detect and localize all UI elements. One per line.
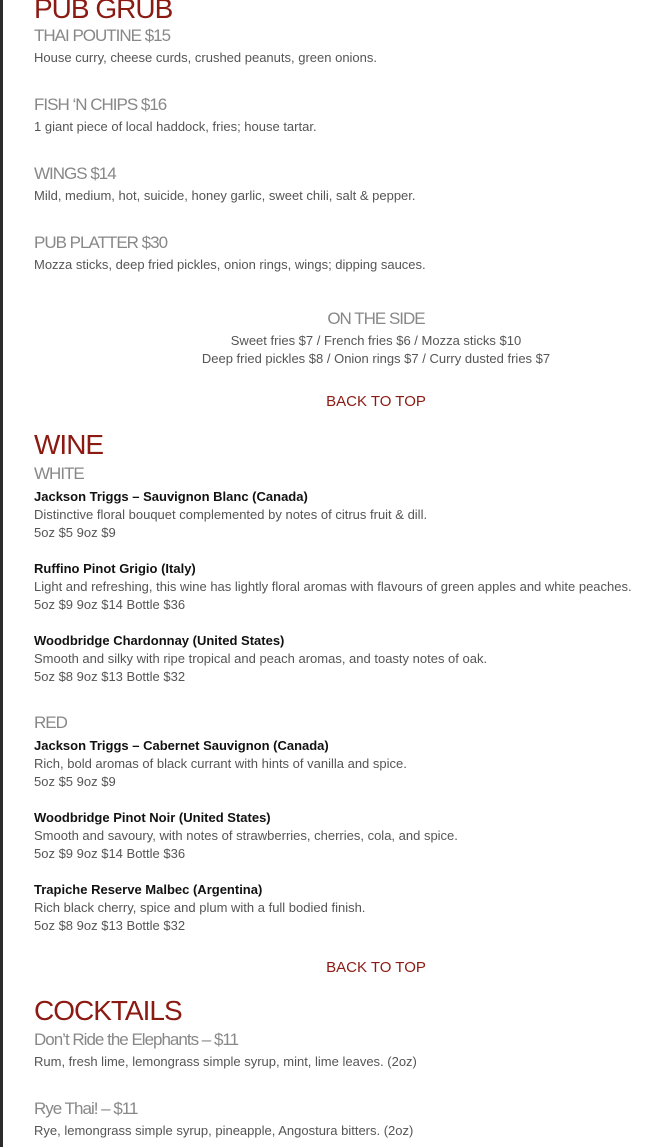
cocktail-title: Don’t Ride the Elephants – $11 [34, 1030, 239, 1049]
side-line: Deep fried pickles $8 / Onion rings $7 / Curry dusted fries $7 [201, 351, 551, 366]
wine-description: Smooth and silky with ripe tropical and peach aromas, and toasty notes of oak. [34, 651, 488, 666]
menu-content [34, 0, 664, 1140]
white-wine-heading: WHITE [34, 464, 84, 483]
item-title: THAI POUTINE $15 [34, 26, 171, 45]
wine-item [34, 737, 664, 791]
wine-name: Ruffino Pinot Grigio (Italy) [34, 561, 196, 576]
wine-heading: WINE [34, 429, 104, 460]
wine-description: Rich, bold aromas of black currant with hints of vanilla and spice. [34, 756, 407, 771]
item-description: 1 giant piece of local haddock, fries; house tartar. [34, 119, 317, 134]
item-description: House curry, cheese curds, crushed peanuts, green onions. [34, 50, 378, 65]
cocktail-item [34, 1030, 664, 1071]
back-to-top-link[interactable]: BACK TO TOP [326, 393, 426, 410]
menu-item [34, 26, 664, 67]
wine-description: Smooth and savoury, with notes of strawberries, cherries, cola, and spice. [34, 828, 458, 843]
wine-name: Jackson Triggs – Cabernet Sauvignon (Canada) [34, 738, 329, 753]
cocktail-title: Rye Thai! – $11 [34, 1099, 138, 1118]
side-line: Sweet fries $7 / French fries $6 / Mozza sticks $10 [230, 333, 522, 348]
wine-description: Light and refreshing, this wine has lightly floral aromas with flavours of green apples and white peaches. [34, 579, 632, 594]
wine-item [34, 809, 664, 863]
left-border [0, 0, 3, 1147]
wine-price: 5oz $9 9oz $14 Bottle $36 [34, 846, 186, 861]
pub-grub-heading: PUB GRUB [34, 0, 173, 24]
wine-price: 5oz $5 9oz $9 [34, 525, 116, 540]
wine-price: 5oz $8 9oz $13 Bottle $32 [34, 918, 186, 933]
on-the-side [34, 309, 670, 368]
cocktails-heading: COCKTAILS [34, 995, 182, 1026]
wine-name: Trapiche Reserve Malbec (Argentina) [34, 882, 263, 897]
wine-item [34, 632, 664, 686]
red-wine-heading: RED [34, 713, 67, 732]
item-description: Mild, medium, hot, suicide, honey garlic, sweet chili, salt & pepper. [34, 188, 416, 203]
cocktail-description: Rye, lemongrass simple syrup, pineapple, Angostura bitters. (2oz) [34, 1123, 414, 1138]
wine-name: Jackson Triggs – Sauvignon Blanc (Canada) [34, 489, 308, 504]
side-title: ON THE SIDE [327, 309, 425, 328]
wine-price: 5oz $9 9oz $14 Bottle $36 [34, 597, 186, 612]
wine-name: Woodbridge Chardonnay (United States) [34, 633, 285, 648]
wine-item [34, 560, 664, 614]
cocktail-description: Rum, fresh lime, lemongrass simple syrup, mint, lime leaves. (2oz) [34, 1054, 417, 1069]
back-to-top-row [34, 393, 670, 411]
wine-price: 5oz $8 9oz $13 Bottle $32 [34, 669, 186, 684]
wine-description: Rich black cherry, spice and plum with a full bodied finish. [34, 900, 366, 915]
back-to-top-row [34, 959, 670, 977]
cocktail-item [34, 1099, 664, 1140]
menu-item [34, 233, 664, 274]
wine-description: Distinctive floral bouquet complemented by notes of citrus fruit & dill. [34, 507, 428, 522]
wine-name: Woodbridge Pinot Noir (United States) [34, 810, 271, 825]
item-title: WINGS $14 [34, 164, 116, 183]
item-title: PUB PLATTER $30 [34, 233, 168, 252]
wine-item [34, 881, 664, 935]
wine-price: 5oz $5 9oz $9 [34, 774, 116, 789]
menu-item [34, 164, 664, 205]
item-title: FISH ‘N CHIPS $16 [34, 95, 167, 114]
wine-item [34, 488, 664, 542]
menu-item [34, 95, 664, 136]
item-description: Mozza sticks, deep fried pickles, onion rings, wings; dipping sauces. [34, 257, 426, 272]
back-to-top-link[interactable]: BACK TO TOP [326, 959, 426, 976]
